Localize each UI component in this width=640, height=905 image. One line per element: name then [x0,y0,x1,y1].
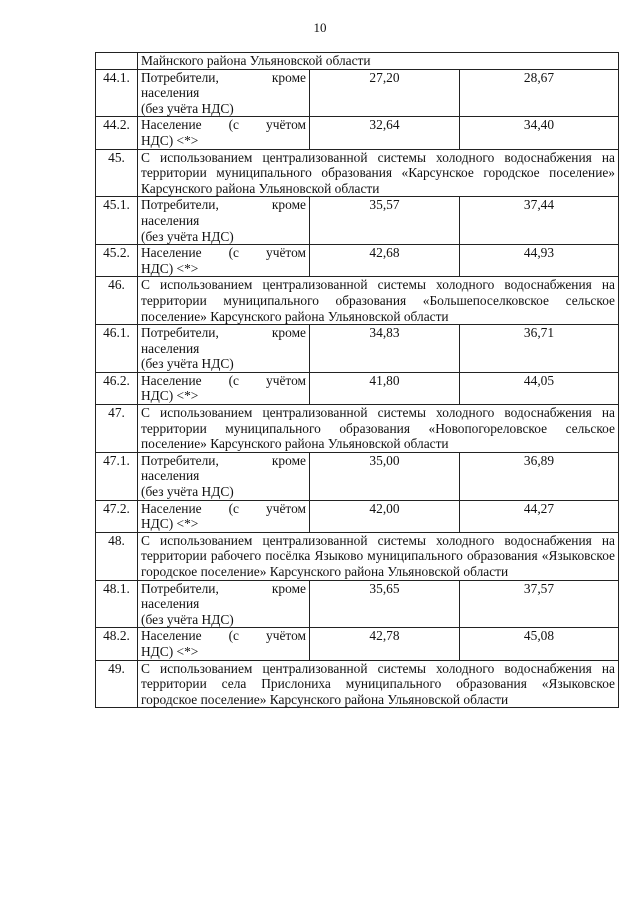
consumer-label-line: Население (с учётом [141,245,306,261]
consumer-label-line: населения [141,468,200,484]
consumer-label-line: населения [141,212,200,228]
consumer-label-line: Население (с учётом [141,117,306,133]
tariff-value-period-1: 41,80 [310,372,460,404]
consumer-label-rest [141,516,306,532]
consumer-label-rest [141,85,306,116]
tariff-value-period-1: 35,65 [310,580,460,628]
consumer-label [138,117,310,149]
tariff-row [96,500,619,532]
tariff-value-period-1: 27,20 [310,69,460,117]
tariff-value-period-2: 28,67 [460,69,619,117]
section-header-row [96,277,619,325]
consumer-label-rest [141,341,306,372]
tariff-value-period-2: 37,57 [460,580,619,628]
consumer-label-rest [141,644,306,660]
tariff-row [96,580,619,628]
continuation-row [96,53,619,70]
tariff-value-period-2: 45,08 [460,628,619,660]
tariff-row [96,372,619,404]
consumer-label-rest [141,596,306,627]
tariff-row [96,628,619,660]
tariff-value-period-1: 42,78 [310,628,460,660]
tariff-row [96,245,619,277]
consumer-label-line: (без учёта НДС) [141,228,234,244]
consumer-label-line: Население (с учётом [141,500,306,516]
consumer-label [138,580,310,628]
row-number: 45. [96,149,138,197]
section-header-row [96,660,619,708]
consumer-label-line: Потребители, кроме [141,197,306,213]
tariff-value-period-1: 42,00 [310,500,460,532]
section-description: С использованием централизованной системы холодного водоснабжения на территории муниципального образования «Большепоселковское сельское поселение» Карсунского района Ульяновской области [138,277,619,325]
section-header-row [96,532,619,580]
tariff-row [96,117,619,149]
row-number: 45.1. [96,197,138,245]
consumer-label-line: (без учёта НДС) [141,611,234,627]
section-header-row [96,149,619,197]
row-number: 48.1. [96,580,138,628]
consumer-label-line: НДС) <*> [141,260,199,276]
consumer-label [138,325,310,373]
consumer-label-rest [141,468,306,499]
row-number: 47.2. [96,500,138,532]
consumer-label [138,500,310,532]
consumer-label-line: Потребители, кроме [141,452,306,468]
tariff-value-period-1: 42,68 [310,245,460,277]
consumer-label-line: (без учёта НДС) [141,100,234,116]
consumer-label-rest [141,213,306,244]
consumer-label [138,69,310,117]
tariff-value-period-2: 44,27 [460,500,619,532]
tariff-row [96,325,619,373]
tariff-value-period-2: 37,44 [460,197,619,245]
consumer-label-line: (без учёта НДС) [141,484,234,500]
consumer-label-line: населения [141,596,200,612]
row-number: 46. [96,277,138,325]
page-number: 10 [313,20,327,35]
tariff-row [96,197,619,245]
section-header-row [96,405,619,453]
tariff-row [96,452,619,500]
tariff-value-period-2: 34,40 [460,117,619,149]
consumer-label-line: Потребители, кроме [141,69,306,85]
consumer-label-rest [141,133,306,149]
consumer-label-line: Потребители, кроме [141,580,306,596]
row-number: 44.1. [96,69,138,117]
row-number: 47.1. [96,452,138,500]
section-description: С использованием централизованной системы холодного водоснабжения на территории муниципального образования «Новопогореловское сельское поселение» Карсунского района Ульяновской области [138,405,619,453]
tariff-table [95,52,619,708]
consumer-label-line: населения [141,85,200,101]
row-number: 47. [96,405,138,453]
tariff-row [96,69,619,117]
row-number: 48.2. [96,628,138,660]
consumer-label [138,197,310,245]
consumer-label-line: Население (с учётом [141,372,306,388]
row-number: 46.2. [96,372,138,404]
row-number: 49. [96,660,138,708]
consumer-label-line: Население (с учётом [141,628,306,644]
consumer-label [138,628,310,660]
tariff-value-period-2: 36,89 [460,452,619,500]
section-description: С использованием централизованной системы холодного водоснабжения на территории рабочего посёлка Языково муниципального образования «Языковское городское поселение» Карсунского района Ульяновской области [138,532,619,580]
tariff-value-period-2: 44,05 [460,372,619,404]
section-description: С использованием централизованной системы холодного водоснабжения на территории села Прислониха муниципального образования «Языковское городское поселение» Карсунского района Ульяновской области [138,660,619,708]
consumer-label [138,452,310,500]
row-number: 46.1. [96,325,138,373]
consumer-label-line: НДС) <*> [141,516,199,532]
tariff-value-period-2: 36,71 [460,325,619,373]
row-number: 45.2. [96,245,138,277]
tariff-value-period-1: 35,57 [310,197,460,245]
consumer-label [138,372,310,404]
consumer-label-line: (без учёта НДС) [141,356,234,372]
consumer-label [138,245,310,277]
consumer-label-line: Потребители, кроме [141,325,306,341]
row-number: 48. [96,532,138,580]
tariff-value-period-1: 34,83 [310,325,460,373]
consumer-label-rest [141,388,306,404]
continuation-text: Майнского района Ульяновской области [138,53,619,70]
consumer-label-line: населения [141,340,200,356]
row-number-cell [96,53,138,70]
tariff-value-period-1: 32,64 [310,117,460,149]
consumer-label-rest [141,261,306,277]
tariff-value-period-1: 35,00 [310,452,460,500]
consumer-label-line: НДС) <*> [141,132,199,148]
row-number: 44.2. [96,117,138,149]
consumer-label-line: НДС) <*> [141,643,199,659]
consumer-label-line: НДС) <*> [141,388,199,404]
section-description: С использованием централизованной системы холодного водоснабжения на территории муниципального образования «Карсунское городское поселение» Карсунского района Ульяновской области [138,149,619,197]
tariff-value-period-2: 44,93 [460,245,619,277]
